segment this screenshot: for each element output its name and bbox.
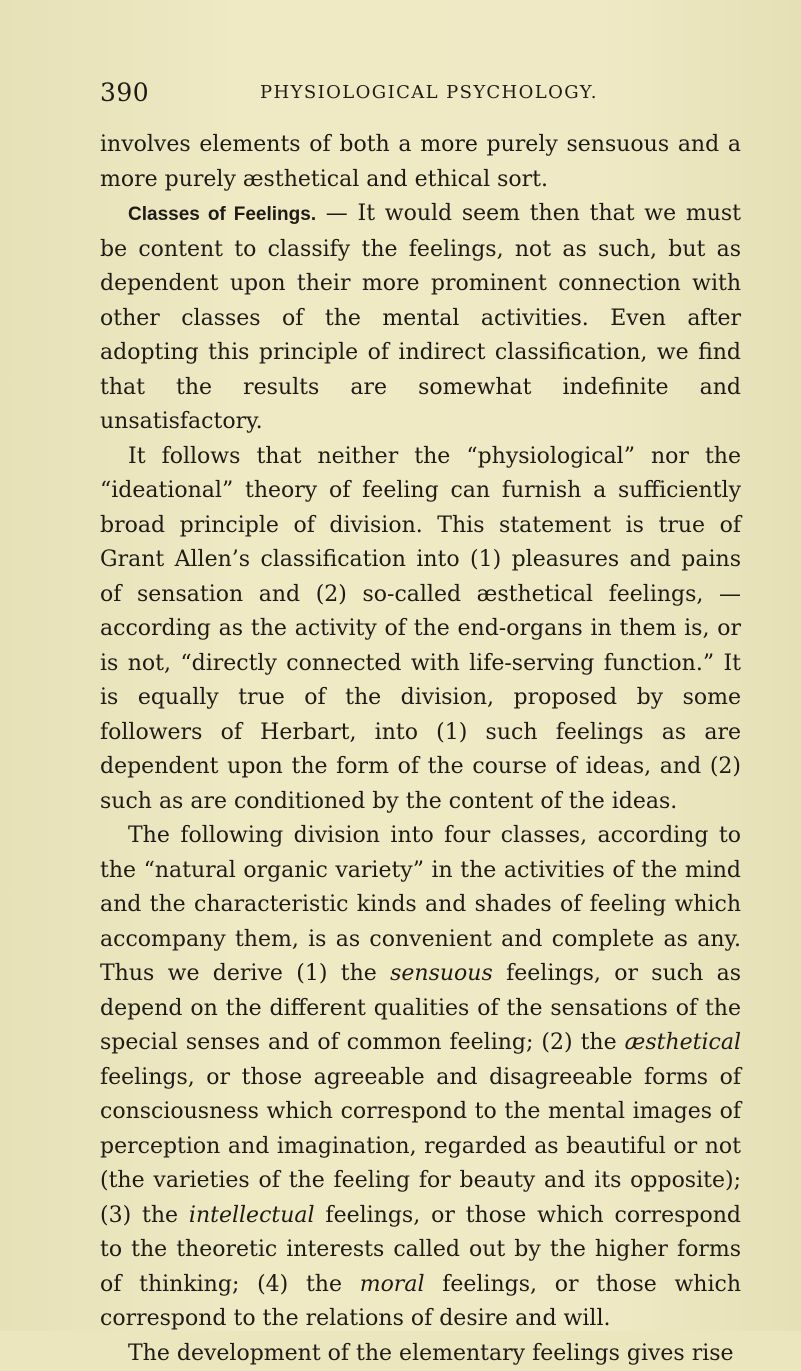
paragraph-text: feelings, or those agreeable and disagreeable forms of consciousness which correspond to the mental images of perception and imagination, regarded as beautiful or not (the varieties of the feeling for beauty and its opposite); (3) the xyxy=(100,1065,741,1228)
paragraph-text: feelings, or such as depend on the different qualities of the sensations of the special senses and of common feeling; (2) the xyxy=(100,961,741,1055)
paragraph-text: feelings, or those which correspond to the theoretic interests called out by the higher forms of thinking; (4) the xyxy=(100,1203,741,1297)
paragraph-text: It follows that neither the “physiological” nor the “ideational” theory of feeling can furnish a sufficiently broad principle of division. This statement is true of Grant Allen’s classification into (1) pleasures and pains of sensation and (2) so-called æsthetical feelings, — according as the activity of the end-organs in them is, or is not, “directly connected with life-serving function.” It is equally true of the division, proposed by some followers of Herbart, into (1) such feelings as are dependent upon the form of the course of ideas, and (2) such as are conditioned by the content of the ideas. xyxy=(100,444,741,814)
term-moral: moral xyxy=(360,1272,425,1297)
paragraph-text: feelings, or those which correspond to the relations of desire and will. xyxy=(100,1272,741,1332)
paragraph-text: involves elements of both a more purely sensuous and a more purely æsthetical and ethical sort. xyxy=(100,132,741,192)
paragraph-text: The development of the elementary feelings gives rise xyxy=(128,1341,734,1366)
section-heading: Classes of Feelings. xyxy=(128,204,316,225)
page-header xyxy=(100,78,740,108)
term-aesthetical: æsthetical xyxy=(625,1030,741,1055)
paragraph-theories xyxy=(100,440,741,820)
paragraph-text: — It would seem then that we must be content to classify the feelings, not as such, but as dependent upon their more prominent connection with other classes of the mental activities. Even after adopting this principle of indirect classification, we find that the results are somewhat indefinite and unsatisfactory. xyxy=(100,201,741,434)
term-sensuous: sensuous xyxy=(390,961,493,986)
body-text xyxy=(100,128,741,1371)
paragraph-development xyxy=(100,1337,741,1371)
running-head: PHYSIOLOGICAL PSYCHOLOGY. xyxy=(260,82,598,103)
paragraph-classes-of-feelings xyxy=(100,197,741,440)
paragraph-text: The following division into four classes, according to the “natural organic variety” in the activities of the mind and the characteristic kinds and shades of feeling which accompany them, is as convenient and complete as any. Thus we derive (1) the xyxy=(100,823,741,986)
paragraph-continuation xyxy=(100,128,741,197)
paragraph-four-classes xyxy=(100,819,741,1337)
page-number: 390 xyxy=(100,78,149,107)
term-intellectual: intellectual xyxy=(189,1203,315,1228)
